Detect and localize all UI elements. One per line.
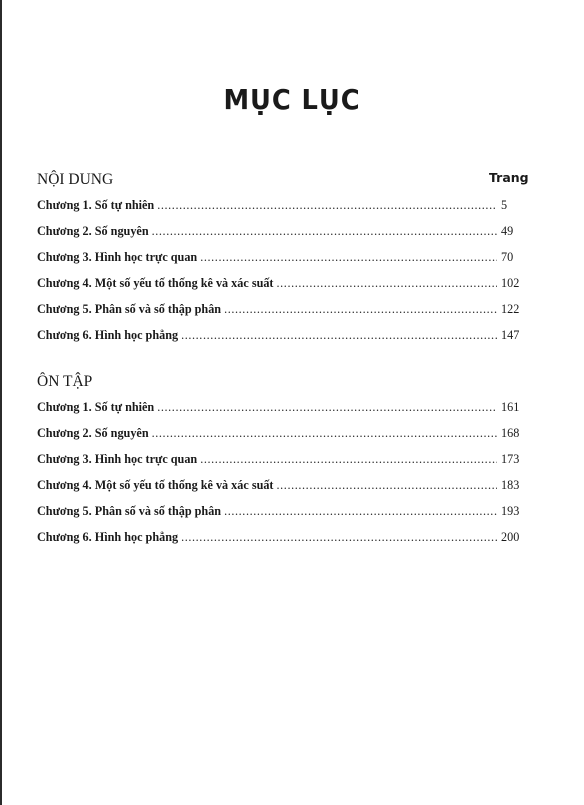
dot-leader [277,478,498,493]
toc-entry-page: 5 [501,198,508,212]
dot-leader [200,250,497,265]
toc-list-on-tap [37,400,521,556]
dot-leader [224,504,497,519]
toc-entry-page: 147 [501,328,520,342]
toc-entry[interactable] [37,504,521,530]
dot-leader [181,328,497,343]
toc-entry-page: 173 [501,452,520,466]
toc-entry-label: Chương 4. Một số yếu tố thống kê và xác suất [37,478,274,492]
toc-entry-label: Chương 1. Số tự nhiên [37,198,155,212]
toc-entry-label: Chương 6. Hình học phẳng [37,530,179,544]
toc-entry-page: 168 [501,426,520,440]
section-heading-noi-dung: NỘI DUNG [37,171,114,188]
toc-entry[interactable] [37,302,521,328]
page-column-label: Trang [489,170,529,185]
toc-entry-page: 200 [501,530,520,544]
toc-entry-label: Chương 5. Phân số và số thập phân [37,302,222,316]
page-title: MỤC LỤC [223,83,361,116]
toc-entry-page: 102 [501,276,520,290]
toc-entry-page: 122 [501,302,520,316]
toc-list-noi-dung [37,198,521,354]
toc-entry[interactable] [37,224,521,250]
toc-entry[interactable] [37,530,521,556]
dot-leader [181,530,497,545]
dot-leader [157,400,497,415]
toc-entry[interactable] [37,478,521,504]
toc-entry-label: Chương 2. Số nguyên [37,224,149,238]
dot-leader [200,452,497,467]
toc-entry-label: Chương 5. Phân số và số thập phân [37,504,222,518]
page-left-border [0,0,2,805]
dot-leader [152,224,497,239]
toc-entry[interactable] [37,250,521,276]
toc-entry-page: 49 [501,224,514,238]
toc-entry[interactable] [37,328,521,354]
toc-entry-label: Chương 1. Số tự nhiên [37,400,155,414]
toc-entry[interactable] [37,452,521,478]
toc-entry-label: Chương 3. Hình học trực quan [37,452,198,466]
toc-entry-page: 183 [501,478,520,492]
toc-entry-page: 161 [501,400,520,414]
dot-leader [277,276,498,291]
section-heading-on-tap: ÔN TẬP [37,373,93,390]
toc-entry-label: Chương 4. Một số yếu tố thống kê và xác suất [37,276,274,290]
toc-entry-label: Chương 2. Số nguyên [37,426,149,440]
toc-entry-page: 193 [501,504,520,518]
toc-entry[interactable] [37,198,521,224]
toc-entry[interactable] [37,400,521,426]
toc-entry-page: 70 [501,250,514,264]
dot-leader [152,426,497,441]
dot-leader [157,198,497,213]
toc-entry-label: Chương 6. Hình học phẳng [37,328,179,342]
toc-entry[interactable] [37,426,521,452]
dot-leader [224,302,497,317]
toc-entry[interactable] [37,276,521,302]
toc-entry-label: Chương 3. Hình học trực quan [37,250,198,264]
